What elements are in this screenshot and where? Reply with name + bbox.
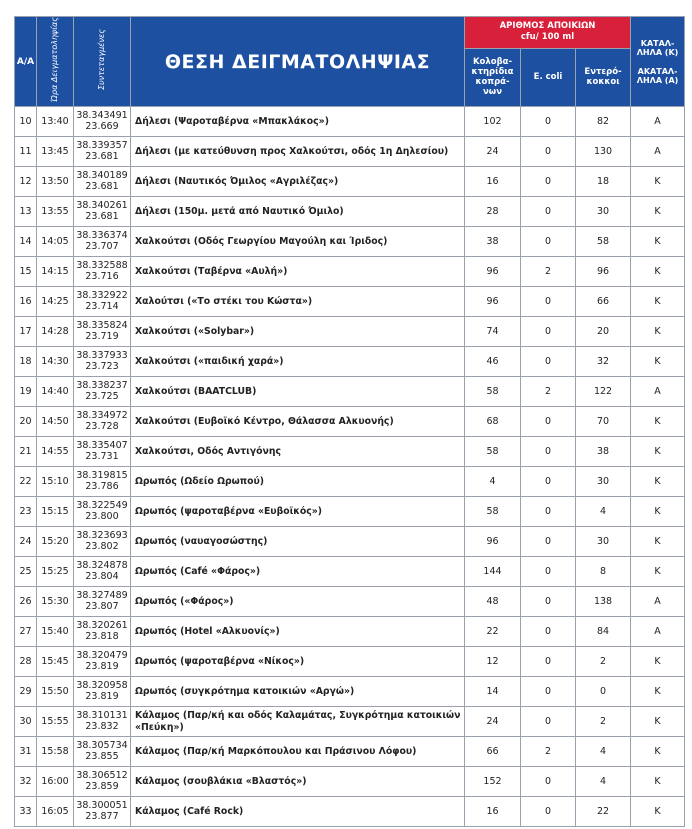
ecoli-count: 0 xyxy=(521,617,576,647)
coordinates xyxy=(74,677,131,707)
sample-time: 15:58 xyxy=(37,737,74,767)
coliforms-count: 16 xyxy=(465,167,521,197)
row-number: 10 xyxy=(15,107,37,137)
enterococci-count: 18 xyxy=(576,167,631,197)
coordinates xyxy=(74,197,131,227)
coliforms-count: 24 xyxy=(465,137,521,167)
table-row xyxy=(15,617,685,647)
header-colony-count-unit: cfu/ 100 ml xyxy=(520,32,575,43)
coordinates xyxy=(74,107,131,137)
sample-time: 14:30 xyxy=(37,347,74,377)
location-name: Ωρωπός (ψαροταβέρνα «Ευβοϊκός») xyxy=(131,497,465,527)
location-name: Κάλαμος (σουβλάκια «Βλαστός») xyxy=(131,767,465,797)
latitude: 38.332922 xyxy=(76,290,128,302)
header-time xyxy=(37,17,74,107)
coliforms-count: 46 xyxy=(465,347,521,377)
latitude: 38.338237 xyxy=(76,380,128,392)
table-row xyxy=(15,377,685,407)
sample-time: 14:28 xyxy=(37,317,74,347)
enterococci-count: 4 xyxy=(576,497,631,527)
row-number: 15 xyxy=(15,257,37,287)
header-aa: Α/Α xyxy=(15,17,37,107)
table-row xyxy=(15,587,685,617)
longitude: 23.800 xyxy=(85,510,119,522)
row-number: 19 xyxy=(15,377,37,407)
longitude: 23.719 xyxy=(85,330,119,342)
latitude: 38.322549 xyxy=(76,500,128,512)
enterococci-count: 138 xyxy=(576,587,631,617)
location-name: Χαλούτσι («Το στέκι του Κώστα») xyxy=(131,287,465,317)
coliforms-count: 58 xyxy=(465,377,521,407)
ecoli-count: 0 xyxy=(521,677,576,707)
sample-time: 16:00 xyxy=(37,767,74,797)
suitability-status: Κ xyxy=(631,257,685,287)
sample-time: 13:40 xyxy=(37,107,74,137)
location-name: Δήλεσι (150μ. μετά από Ναυτικό Όμιλο) xyxy=(131,197,465,227)
sample-time: 16:05 xyxy=(37,797,74,827)
longitude: 23.681 xyxy=(85,180,119,192)
coliforms-count: 48 xyxy=(465,587,521,617)
table-row xyxy=(15,437,685,467)
coliforms-count: 16 xyxy=(465,797,521,827)
suitability-status: Κ xyxy=(631,767,685,797)
ecoli-count: 0 xyxy=(521,137,576,167)
header-suitable: ΚΑΤΑΛ- ΛΗΛΑ (Κ) xyxy=(636,38,679,57)
enterococci-count: 30 xyxy=(576,197,631,227)
enterococci-count: 30 xyxy=(576,467,631,497)
ecoli-count: 0 xyxy=(521,647,576,677)
coordinates xyxy=(74,737,131,767)
coordinates xyxy=(74,437,131,467)
coliforms-count: 12 xyxy=(465,647,521,677)
coordinates xyxy=(74,227,131,257)
sampling-table-container xyxy=(14,16,684,827)
sample-time: 15:20 xyxy=(37,527,74,557)
longitude: 23.819 xyxy=(85,690,119,702)
coliforms-count: 144 xyxy=(465,557,521,587)
suitability-status: Κ xyxy=(631,647,685,677)
coliforms-count: 68 xyxy=(465,407,521,437)
table-row xyxy=(15,257,685,287)
row-number: 25 xyxy=(15,557,37,587)
row-number: 20 xyxy=(15,407,37,437)
sampling-results-table xyxy=(14,16,685,827)
enterococci-count: 32 xyxy=(576,347,631,377)
suitability-status: Κ xyxy=(631,407,685,437)
longitude: 23.681 xyxy=(85,210,119,222)
suitability-status: Κ xyxy=(631,167,685,197)
coordinates xyxy=(74,167,131,197)
longitude: 23.725 xyxy=(85,390,119,402)
row-number: 22 xyxy=(15,467,37,497)
sample-time: 13:50 xyxy=(37,167,74,197)
suitability-status: Κ xyxy=(631,227,685,257)
longitude: 23.786 xyxy=(85,480,119,492)
longitude: 23.832 xyxy=(85,720,119,732)
enterococci-count: 38 xyxy=(576,437,631,467)
suitability-status: Κ xyxy=(631,797,685,827)
location-name: Δήλεσι (Ναυτικός Όμιλος «Αγριλέζας») xyxy=(131,167,465,197)
sample-time: 14:15 xyxy=(37,257,74,287)
coliforms-count: 22 xyxy=(465,617,521,647)
sample-time: 13:45 xyxy=(37,137,74,167)
table-header xyxy=(15,17,685,107)
coordinates xyxy=(74,707,131,737)
enterococci-count: 8 xyxy=(576,557,631,587)
ecoli-count: 0 xyxy=(521,107,576,137)
longitude: 23.681 xyxy=(85,150,119,162)
header-colony-count xyxy=(465,17,631,49)
sample-time: 15:45 xyxy=(37,647,74,677)
row-number: 14 xyxy=(15,227,37,257)
latitude: 38.336374 xyxy=(76,230,128,242)
suitability-status: Κ xyxy=(631,287,685,317)
suitability-status: Κ xyxy=(631,527,685,557)
longitude: 23.716 xyxy=(85,270,119,282)
coordinates xyxy=(74,407,131,437)
location-name: Χαλκούτσι («Solybar») xyxy=(131,317,465,347)
row-number: 27 xyxy=(15,617,37,647)
ecoli-count: 0 xyxy=(521,317,576,347)
enterococci-count: 4 xyxy=(576,767,631,797)
longitude: 23.714 xyxy=(85,300,119,312)
suitability-status: Κ xyxy=(631,317,685,347)
coordinates xyxy=(74,767,131,797)
sample-time: 15:30 xyxy=(37,587,74,617)
longitude: 23.819 xyxy=(85,660,119,672)
coordinates xyxy=(74,377,131,407)
coliforms-count: 38 xyxy=(465,227,521,257)
header-unsuitable: ΑΚΑΤΑΛ- ΛΗΛΑ (Α) xyxy=(636,66,679,85)
location-name: Χαλκούτσι (Ταβέρνα «Αυλή») xyxy=(131,257,465,287)
latitude: 38.335407 xyxy=(76,440,128,452)
ecoli-count: 0 xyxy=(521,437,576,467)
ecoli-count: 0 xyxy=(521,467,576,497)
latitude: 38.323693 xyxy=(76,530,128,542)
location-name: Ωρωπός (συγκρότημα κατοικιών «Αργώ») xyxy=(131,677,465,707)
header-ecoli: E. coli xyxy=(521,48,576,107)
coliforms-count: 96 xyxy=(465,287,521,317)
row-number: 24 xyxy=(15,527,37,557)
header-time-label: Ώρα Δειγματοληψίας xyxy=(49,17,59,103)
sample-time: 15:50 xyxy=(37,677,74,707)
latitude: 38.332588 xyxy=(76,260,128,272)
latitude: 38.334972 xyxy=(76,410,128,422)
location-name: Ωρωπός (Café «Φάρος») xyxy=(131,557,465,587)
coliforms-count: 66 xyxy=(465,737,521,767)
enterococci-count: 22 xyxy=(576,797,631,827)
longitude: 23.728 xyxy=(85,420,119,432)
table-body xyxy=(15,107,685,827)
suitability-status: Κ xyxy=(631,347,685,377)
latitude: 38.306512 xyxy=(76,770,128,782)
latitude: 38.340261 xyxy=(76,200,128,212)
coordinates xyxy=(74,257,131,287)
latitude: 38.335824 xyxy=(76,320,128,332)
row-number: 12 xyxy=(15,167,37,197)
enterococci-count: 20 xyxy=(576,317,631,347)
latitude: 38.337933 xyxy=(76,350,128,362)
sample-time: 15:15 xyxy=(37,497,74,527)
coliforms-count: 96 xyxy=(465,527,521,557)
longitude: 23.877 xyxy=(85,810,119,822)
table-row xyxy=(15,227,685,257)
enterococci-count: 58 xyxy=(576,227,631,257)
table-row xyxy=(15,467,685,497)
coordinates xyxy=(74,467,131,497)
suitability-status: Α xyxy=(631,377,685,407)
table-row xyxy=(15,707,685,737)
latitude: 38.327489 xyxy=(76,590,128,602)
latitude: 38.319815 xyxy=(76,470,128,482)
row-number: 21 xyxy=(15,437,37,467)
table-row xyxy=(15,737,685,767)
row-number: 31 xyxy=(15,737,37,767)
sample-time: 15:10 xyxy=(37,467,74,497)
coliforms-count: 24 xyxy=(465,707,521,737)
location-name: Χαλκούτσι (BAATCLUB) xyxy=(131,377,465,407)
enterococci-count: 2 xyxy=(576,707,631,737)
table-row xyxy=(15,137,685,167)
ecoli-count: 2 xyxy=(521,737,576,767)
table-row xyxy=(15,557,685,587)
coliforms-count: 4 xyxy=(465,467,521,497)
sample-time: 15:55 xyxy=(37,707,74,737)
coordinates xyxy=(74,287,131,317)
latitude: 38.324878 xyxy=(76,560,128,572)
coliforms-count: 96 xyxy=(465,257,521,287)
suitability-status: Κ xyxy=(631,737,685,767)
table-row xyxy=(15,527,685,557)
header-coliforms: Κολοβα- κτηρίδια κοπρά- νων xyxy=(465,48,521,107)
longitude: 23.731 xyxy=(85,450,119,462)
ecoli-count: 0 xyxy=(521,707,576,737)
coordinates xyxy=(74,617,131,647)
coliforms-count: 102 xyxy=(465,107,521,137)
header-coords-label: Συντεταγμένες xyxy=(96,29,106,91)
header-colony-count-title: ΑΡΙΘΜΟΣ ΑΠΟΙΚΙΩΝ xyxy=(499,21,596,32)
ecoli-count: 0 xyxy=(521,167,576,197)
coordinates xyxy=(74,647,131,677)
coliforms-count: 58 xyxy=(465,497,521,527)
suitability-status: Α xyxy=(631,587,685,617)
row-number: 23 xyxy=(15,497,37,527)
coliforms-count: 152 xyxy=(465,767,521,797)
coordinates xyxy=(74,557,131,587)
location-name: Ωρωπός (ψαροταβέρνα «Νίκος») xyxy=(131,647,465,677)
sample-time: 14:50 xyxy=(37,407,74,437)
header-enterococci: Εντερό- κοκκοι xyxy=(576,48,631,107)
row-number: 33 xyxy=(15,797,37,827)
table-row xyxy=(15,407,685,437)
ecoli-count: 0 xyxy=(521,767,576,797)
longitude: 23.707 xyxy=(85,240,119,252)
longitude: 23.669 xyxy=(85,120,119,132)
latitude: 38.343491 xyxy=(76,110,128,122)
table-row xyxy=(15,107,685,137)
coordinates xyxy=(74,797,131,827)
location-name: Ωρωπός (Ωδείο Ωρωπού) xyxy=(131,467,465,497)
location-name: Χαλκούτσι (Οδός Γεωργίου Μαγούλη και Ίριδος) xyxy=(131,227,465,257)
table-row xyxy=(15,497,685,527)
table-row xyxy=(15,287,685,317)
ecoli-count: 0 xyxy=(521,527,576,557)
enterococci-count: 2 xyxy=(576,647,631,677)
longitude: 23.807 xyxy=(85,600,119,612)
enterococci-count: 70 xyxy=(576,407,631,437)
longitude: 23.818 xyxy=(85,630,119,642)
table-row xyxy=(15,647,685,677)
ecoli-count: 0 xyxy=(521,347,576,377)
header-location-title: ΘΕΣΗ ΔΕΙΓΜΑΤΟΛΗΨΙΑΣ xyxy=(131,17,465,107)
row-number: 28 xyxy=(15,647,37,677)
location-name: Χαλκούτσι («παιδική χαρά») xyxy=(131,347,465,377)
location-name: Κάλαμος (Café Rock) xyxy=(131,797,465,827)
ecoli-count: 0 xyxy=(521,497,576,527)
suitability-status: Α xyxy=(631,617,685,647)
suitability-status: Κ xyxy=(631,497,685,527)
row-number: 29 xyxy=(15,677,37,707)
location-name: Ωρωπός («Φάρος») xyxy=(131,587,465,617)
coordinates xyxy=(74,587,131,617)
suitability-status: Κ xyxy=(631,467,685,497)
coordinates xyxy=(74,137,131,167)
ecoli-count: 0 xyxy=(521,797,576,827)
sample-time: 13:55 xyxy=(37,197,74,227)
coordinates xyxy=(74,527,131,557)
longitude: 23.723 xyxy=(85,360,119,372)
ecoli-count: 0 xyxy=(521,227,576,257)
coliforms-count: 74 xyxy=(465,317,521,347)
table-row xyxy=(15,317,685,347)
table-row xyxy=(15,797,685,827)
suitability-status: Κ xyxy=(631,437,685,467)
suitability-status: Α xyxy=(631,107,685,137)
suitability-status: Α xyxy=(631,137,685,167)
location-name: Δήλεσι (Ψαροταβέρνα «Μπακλάκος») xyxy=(131,107,465,137)
longitude: 23.804 xyxy=(85,570,119,582)
latitude: 38.339357 xyxy=(76,140,128,152)
coliforms-count: 14 xyxy=(465,677,521,707)
enterococci-count: 122 xyxy=(576,377,631,407)
enterococci-count: 96 xyxy=(576,257,631,287)
longitude: 23.802 xyxy=(85,540,119,552)
coordinates xyxy=(74,317,131,347)
row-number: 16 xyxy=(15,287,37,317)
location-name: Χαλκούτσι (Ευβοϊκό Κέντρο, Θάλασσα Αλκυονής) xyxy=(131,407,465,437)
enterococci-count: 4 xyxy=(576,737,631,767)
enterococci-count: 66 xyxy=(576,287,631,317)
row-number: 11 xyxy=(15,137,37,167)
suitability-status: Κ xyxy=(631,677,685,707)
row-number: 13 xyxy=(15,197,37,227)
location-name: Κάλαμος (Παρ/κή και οδός Καλαμάτας, Συγκρότημα κατοικιών «Πεύκη») xyxy=(131,707,465,737)
latitude: 38.320261 xyxy=(76,620,128,632)
sample-time: 15:25 xyxy=(37,557,74,587)
enterococci-count: 84 xyxy=(576,617,631,647)
ecoli-count: 2 xyxy=(521,377,576,407)
sample-time: 14:40 xyxy=(37,377,74,407)
coordinates xyxy=(74,497,131,527)
ecoli-count: 0 xyxy=(521,197,576,227)
sample-time: 14:25 xyxy=(37,287,74,317)
longitude: 23.859 xyxy=(85,780,119,792)
table-row xyxy=(15,167,685,197)
row-number: 18 xyxy=(15,347,37,377)
suitability-status: Κ xyxy=(631,707,685,737)
coordinates xyxy=(74,347,131,377)
latitude: 38.340189 xyxy=(76,170,128,182)
location-name: Χαλκούτσι, Οδός Αντιγόνης xyxy=(131,437,465,467)
table-row xyxy=(15,347,685,377)
header-suitability xyxy=(631,17,685,107)
ecoli-count: 0 xyxy=(521,287,576,317)
enterococci-count: 82 xyxy=(576,107,631,137)
location-name: Δήλεσι (με κατεύθυνση προς Χαλκούτσι, οδός 1η Δηλεσίου) xyxy=(131,137,465,167)
latitude: 38.320958 xyxy=(76,680,128,692)
latitude: 38.305734 xyxy=(76,740,128,752)
row-number: 30 xyxy=(15,707,37,737)
table-row xyxy=(15,767,685,797)
coliforms-count: 58 xyxy=(465,437,521,467)
sample-time: 14:55 xyxy=(37,437,74,467)
location-name: Ωρωπός (Hotel «Αλκυονίς») xyxy=(131,617,465,647)
ecoli-count: 0 xyxy=(521,407,576,437)
coliforms-count: 28 xyxy=(465,197,521,227)
header-coords xyxy=(74,17,131,107)
row-number: 17 xyxy=(15,317,37,347)
latitude: 38.320479 xyxy=(76,650,128,662)
suitability-status: Κ xyxy=(631,197,685,227)
ecoli-count: 2 xyxy=(521,257,576,287)
table-row xyxy=(15,677,685,707)
sample-time: 15:40 xyxy=(37,617,74,647)
table-row xyxy=(15,197,685,227)
row-number: 32 xyxy=(15,767,37,797)
row-number: 26 xyxy=(15,587,37,617)
ecoli-count: 0 xyxy=(521,557,576,587)
latitude: 38.310131 xyxy=(76,710,128,722)
suitability-status: Κ xyxy=(631,557,685,587)
enterococci-count: 130 xyxy=(576,137,631,167)
ecoli-count: 0 xyxy=(521,587,576,617)
longitude: 23.855 xyxy=(85,750,119,762)
latitude: 38.300051 xyxy=(76,800,128,812)
sample-time: 14:05 xyxy=(37,227,74,257)
location-name: Ωρωπός (ναυαγοσώστης) xyxy=(131,527,465,557)
location-name: Κάλαμος (Παρ/κή Μαρκόπουλου και Πράσινου Λόφου) xyxy=(131,737,465,767)
enterococci-count: 30 xyxy=(576,527,631,557)
enterococci-count: 0 xyxy=(576,677,631,707)
